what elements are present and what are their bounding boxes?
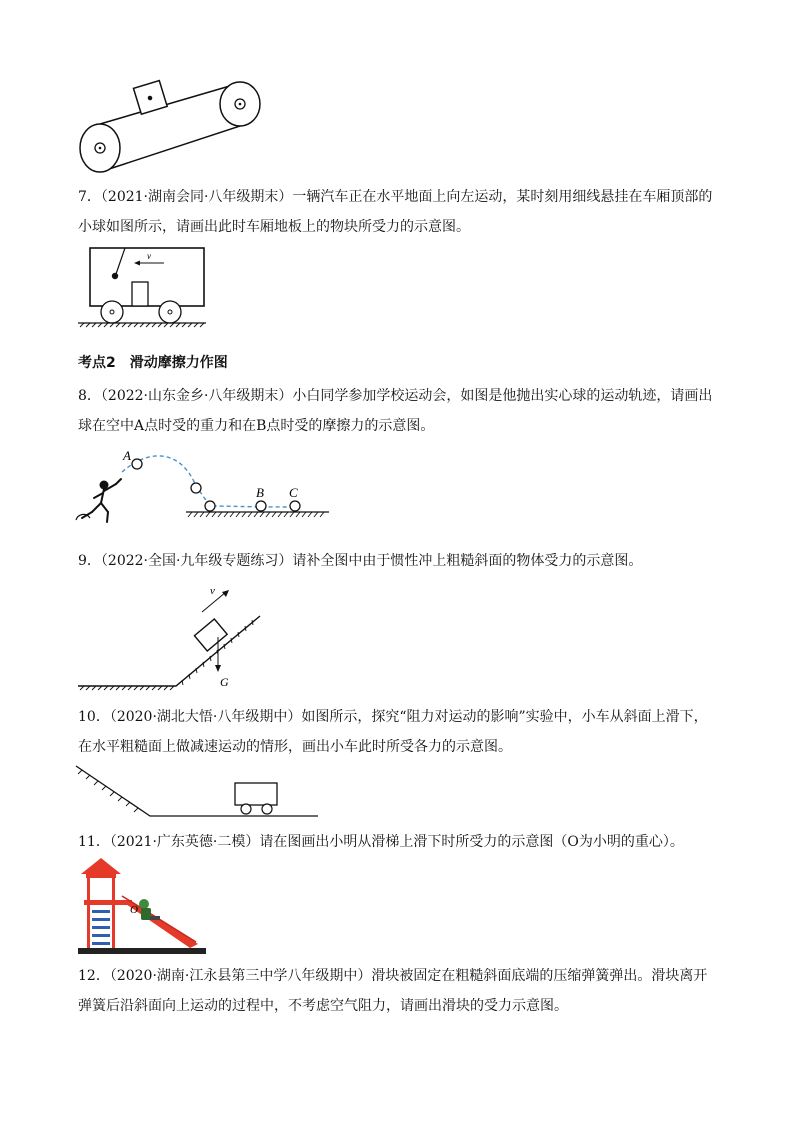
section-heading: 考点2 滑动摩擦力作图	[78, 355, 228, 371]
velocity-label: v	[147, 251, 151, 261]
question-9: 9．（2022·全国·九年级专题练习）请补全图中由于惯性冲上粗糙斜面的物体受力的示意图。	[78, 553, 643, 569]
velocity-label: v	[210, 585, 215, 597]
question-11: 11．（2021·广东英德·二模）请在图画出小明从滑梯上滑下时所受力的示意图（O为小明的重心）。	[78, 834, 684, 850]
slide-figure	[78, 856, 208, 956]
center-label: O	[130, 904, 138, 916]
point-c-label: C	[289, 485, 298, 500]
conveyor-belt-figure	[78, 78, 268, 178]
question-7: 7．（2021·湖南会同·八年级期末）一辆汽车正在水平地面上向左运动，某时刻用细线悬挂在车厢顶部的小球如图所示，请画出此时车厢地板上的物块所受力的示意图。	[78, 189, 713, 235]
shot-put-figure	[74, 446, 334, 528]
point-b-label: B	[256, 485, 264, 500]
question-8: 8．（2022·山东金乡·八年级期末）小白同学参加学校运动会，如图是他抛出实心球的运动轨迹，请画出球在空中A点时受的重力和在B点时受的摩擦力的示意图。	[78, 388, 713, 434]
cart-ramp-figure	[74, 764, 324, 820]
incline-block-figure	[76, 582, 266, 692]
question-12: 12．（2020·湖南·江永县第三中学八年级期中）滑块被固定在粗糙斜面底端的压缩弹簧弹出。滑块离开弹簧后沿斜面向上运动的过程中，不考虑空气阻力，请画出滑块的受力示意图。	[78, 968, 708, 1014]
point-a-label: A	[123, 448, 131, 463]
gravity-label: G	[220, 675, 229, 689]
question-10: 10．（2020·湖北大悟·八年级期中）如图所示，探究“阻力对运动的影响”实验中，小车从斜面上滑下，在水平粗糙面上做减速运动的情形，画出小车此时所受各力的示意图。	[78, 709, 708, 755]
car-figure	[76, 246, 216, 328]
